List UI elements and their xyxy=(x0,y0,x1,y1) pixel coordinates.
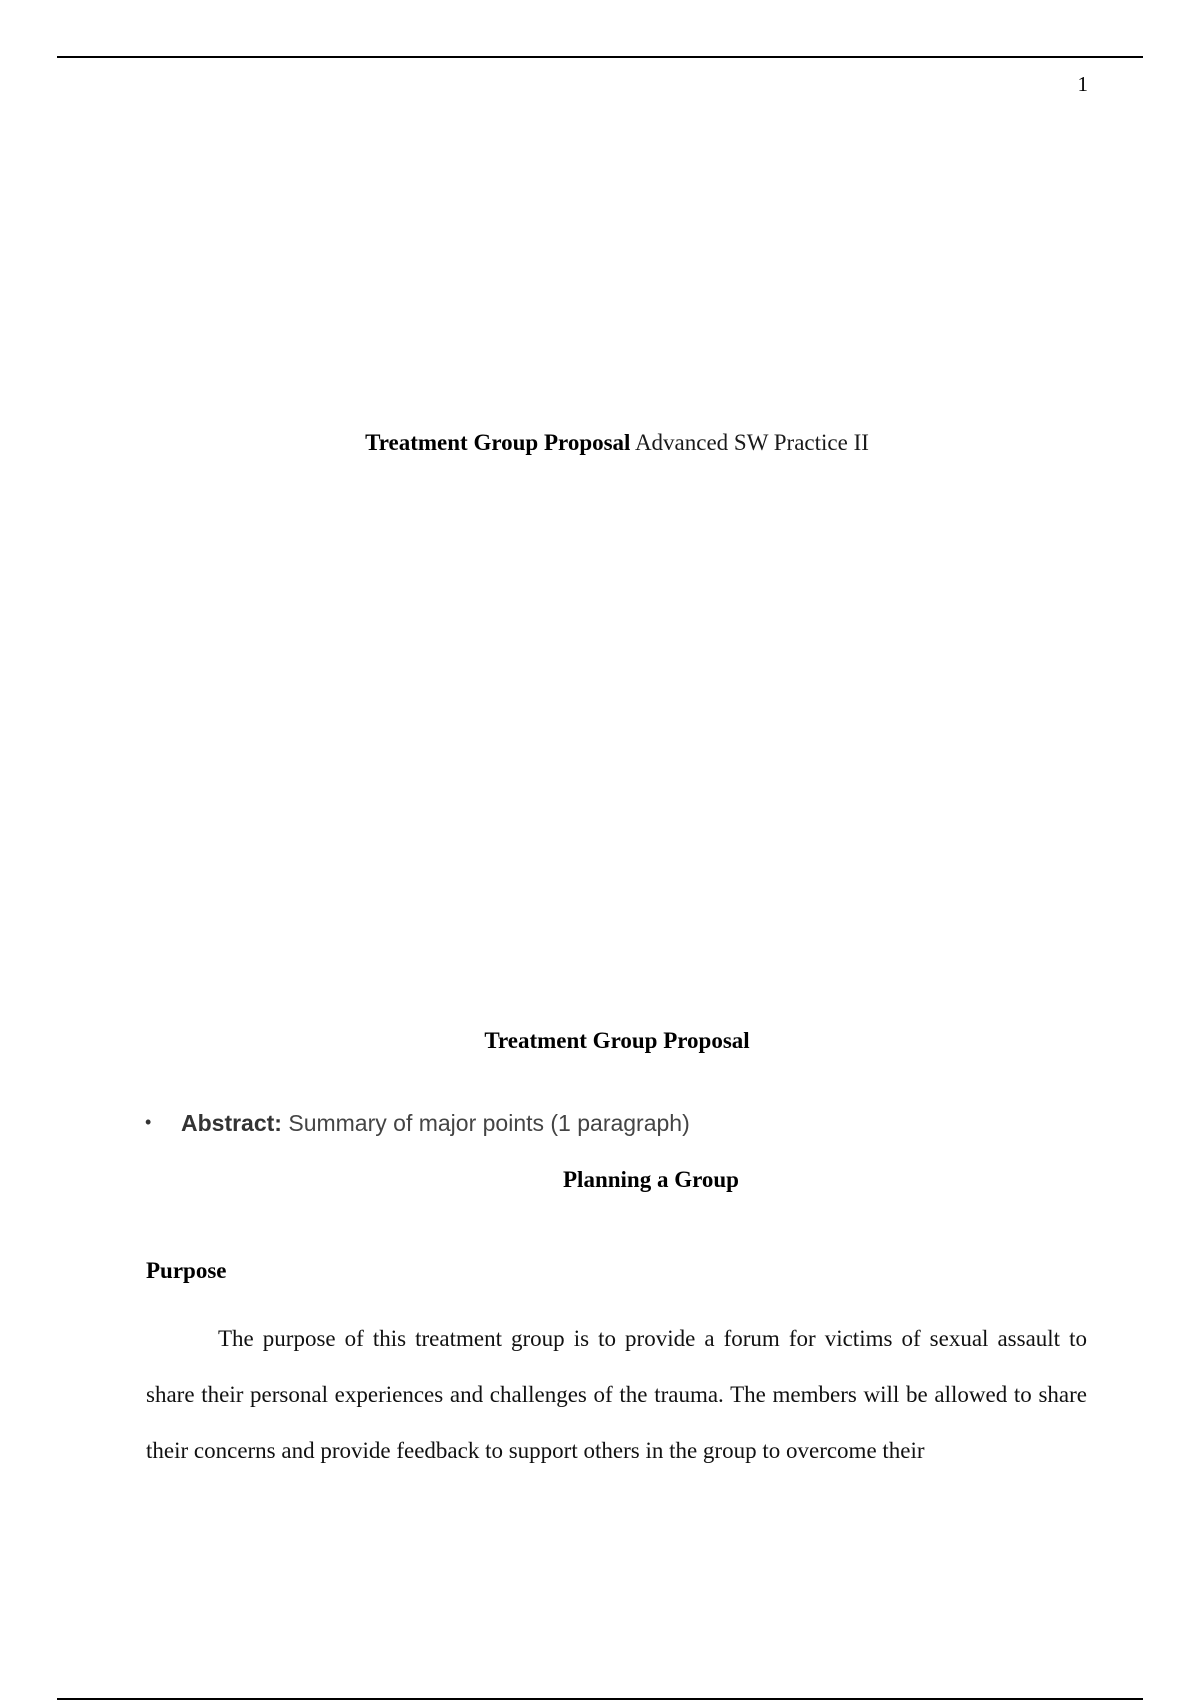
bullet-icon: • xyxy=(145,1112,152,1132)
cover-title-main: Treatment Group Proposal xyxy=(365,430,631,455)
purpose-paragraph: The purpose of this treatment group is to provide a forum for victims of sexual assault to share their personal experiences and challenges of the trauma. The members will be allowed to share their concerns and provide feedback to support others in the group to overcome their xyxy=(146,1326,1087,1463)
document-heading: Treatment Group Proposal xyxy=(484,1028,750,1053)
abstract-text: Summary of major points (1 paragraph) xyxy=(288,1110,690,1136)
planning-heading: Planning a Group xyxy=(563,1167,739,1192)
purpose-heading: Purpose xyxy=(146,1258,227,1283)
page-number: 1 xyxy=(1077,72,1088,96)
abstract-list-item xyxy=(145,1110,690,1137)
top-rule xyxy=(57,56,1143,58)
abstract-label: Abstract: xyxy=(181,1110,282,1136)
cover-course-name: Advanced SW Practice II xyxy=(634,430,869,455)
cover-title xyxy=(0,430,1200,456)
